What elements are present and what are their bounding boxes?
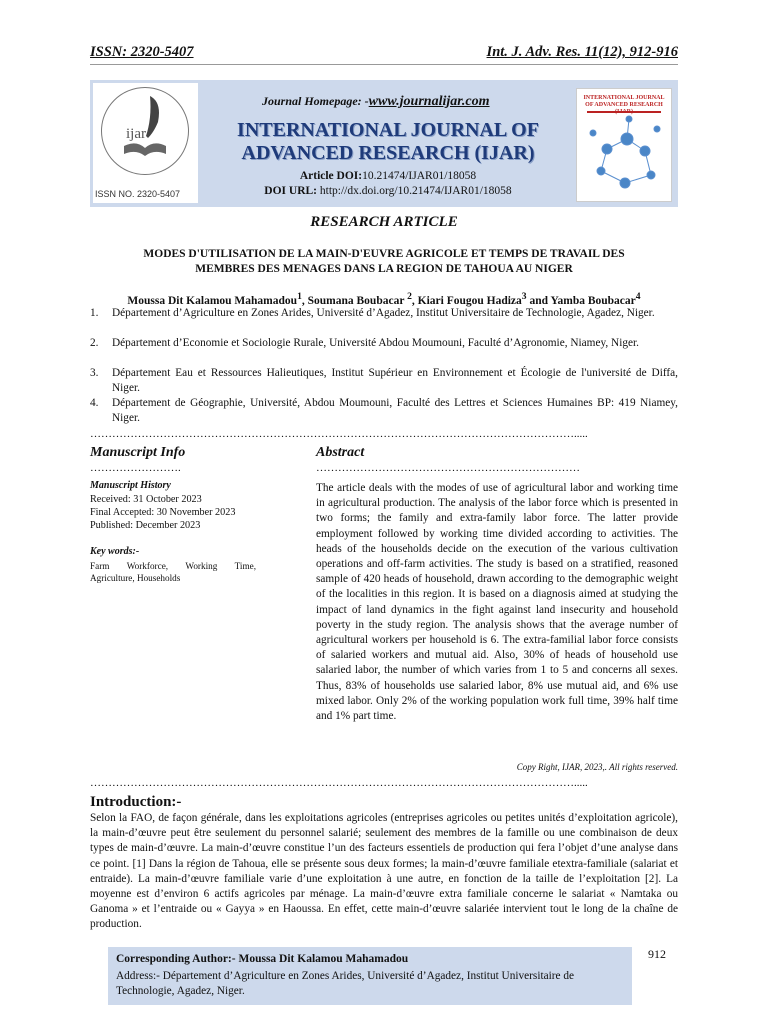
corresponding-address: Address:- Département d’Agriculture en Zones Arides, Université d’Agadez, Institut Universitaire de Technologie, Agadez, Niger. [116, 970, 575, 997]
paper-title [120, 247, 648, 277]
introduction-heading: Introduction:- [90, 794, 182, 810]
journal-title-line1: INTERNATIONAL JOURNAL OF [237, 119, 539, 141]
paper-title-line1: MODES D'UTILISATION DE LA MAIN-D'EUVRE AGRICOLE ET TEMPS DE TRAVAIL DES [143, 248, 625, 260]
corresponding-author-box [108, 947, 632, 1005]
author-2: Soumana Boubacar $^2$, [307, 291, 418, 307]
manuscript-history-label: Manuscript History [90, 480, 171, 491]
author-list [0, 291, 768, 307]
dotted-separator-left: ……………………. [90, 462, 181, 474]
affiliation-4: 4. Département de Géographie, Université, Abdou Moumouni, Faculté des Lettres et Sciences Humaines BP: 419 Niamey, Niger. [90, 397, 678, 424]
header-rule [90, 64, 678, 65]
affiliation-2: 2. Département d’Economie et Sociologie Rurale, Université Abdou Moumouni, Faculté d’Agronomie, Niamey, Niger. [90, 337, 639, 349]
doi-url-label: DOI URL: [264, 185, 318, 197]
introduction-text: Selon la FAO, de façon générale, dans les exploitations agricoles (entreprises agricoles ou petites unités d’exploitation agricole), la main-d’œuvre peut être seulement du personnel salarié; seulement des membres de la famille ou une combinaison de deux types de main-d’œuvre. La main-d’œuvre constitue l’un des facteurs essentiels de production qui fera l’objet d’une analyse dans ce point. [1] Dans la région de Tahoua, elle se présente sous deux formes; la main-d’œuvre familiale etextra-familiale (salariat et entraide). La main-d’œuvre familiale varie d’une exploitation à une autre, en fonction de la taille de l’exploitation [2]. La moyenne est d’environ 6 actifs agricoles par ménage. La main-d’œuvre extra familiale concerne le salariat « Namtaka ou Ganoma » et l’entraide ou « Gayya » en Haoussa. En effet, cette main-d’œuvre salariée intervient tout le long de la chaîne de production. [90, 812, 678, 931]
abstract-heading: Abstract [316, 445, 365, 460]
copyright: Copy Right, IJAR, 2023,. All rights reserved. [516, 762, 678, 772]
doi-url-link[interactable]: http://dx.doi.org/10.21474/IJAR01/18058 [319, 185, 512, 197]
keywords-label: Key words:- [90, 546, 140, 557]
molecule-icon [577, 89, 671, 201]
paper-title-line2: MEMBRES DES MENAGES DANS LA REGION DE TAHOUA AU NIGER [195, 263, 573, 275]
homepage-link[interactable]: www.journalijar.com [368, 94, 490, 109]
accepted-date: Final Accepted: 30 November 2023 [90, 507, 236, 518]
manuscript-info-heading: Manuscript Info [90, 445, 186, 460]
author-1: Moussa Dit Kalamou Mahamadou$^1$, [127, 291, 308, 307]
dotted-separator-right: ……………………………………………………………… [316, 462, 580, 474]
journal-title [200, 119, 576, 165]
doi-label: Article DOI: [299, 170, 363, 182]
cover-title: INTERNATIONAL JOURNAL OF ADVANCED RESEARCH [583, 95, 665, 108]
journal-logo [93, 83, 198, 203]
author-4: Yamba Boubacar$^4$ [550, 291, 641, 307]
corresponding-author: Corresponding Author:- Moussa Dit Kalamou Mahamadou [116, 953, 409, 965]
journal-title-line2: ADVANCED RESEARCH (IJAR) [241, 142, 535, 164]
received-date: Received: 31 October 2023 [90, 494, 202, 505]
header-issn: ISSN: 2320-5407 [90, 44, 194, 60]
article-doi [200, 170, 576, 182]
page-number: 912 [648, 947, 666, 961]
journal-cover-thumbnail [576, 88, 672, 202]
logo-issn: ISSN NO. 2320-5407 [95, 189, 181, 199]
article-type: RESEARCH ARTICLE [310, 214, 458, 230]
header-citation: Int. J. Adv. Res. 11(12), 912-916 [486, 44, 678, 60]
logo-emblem [101, 87, 189, 175]
published-date: Published: December 2023 [90, 520, 201, 531]
dotted-separator-bottom: ……………………………………………………………………………………………………………………..... [90, 777, 588, 789]
affiliation-1: 1. Département d’Agriculture en Zones Arides, Université d’Agadez, Institut Universitaire de Technologie, Agadez, Niger. [90, 307, 655, 319]
abstract-text: The article deals with the modes of use of agricultural labor and working time in agricultural production. The analysis of the labor force which is presented in two forms; the family and extra-family labor force. The latter provide employment followed by working time divided according to activities. The heads of the households decide on the execution of the various cultivation operations and off-farm activities. The study is based on a stratified, reasoned sample of 420 heads of household, drawn according to the demographic weight of the localities in this region. It is based on a diagnosis aimed at studying the impact of land dynamics in the fight against land insecurity and household poverty in the study region. The analysis shows that the average number of agricultural workers per household is 6. The extra-familial labor force consists of salaried workers and mutual aid. Also, 30% of heads of household use salaried labor, the number of which varies from 1 to 5 and concerns all sexes. Thus, 83% of households use salaried labor, 8% use mutual aid, and 6% use mixed labor. Only 2% of the working population work full time, 39% half time and 1% part time. [316, 482, 678, 723]
doi-value: 10.21474/IJAR01/18058 [362, 170, 477, 182]
author-3: Kiari Fougou Hadiza$^3$ and [417, 291, 551, 307]
homepage-label: Journal Homepage: - [262, 94, 369, 108]
keywords: Farm Workforce, Working Time, Agriculture, Households [90, 561, 256, 583]
affiliation-3: 3. Département Eau et Ressources Halieutiques, Institut Supérieur en Environnement et Écologie de l'université de Diffa, Niger. [90, 367, 678, 394]
dotted-separator-top: ……………………………………………………………………………………………………………………..... [90, 428, 588, 440]
doi-url [200, 185, 576, 197]
logo-text: ijar [126, 126, 146, 142]
journal-homepage [262, 94, 490, 110]
